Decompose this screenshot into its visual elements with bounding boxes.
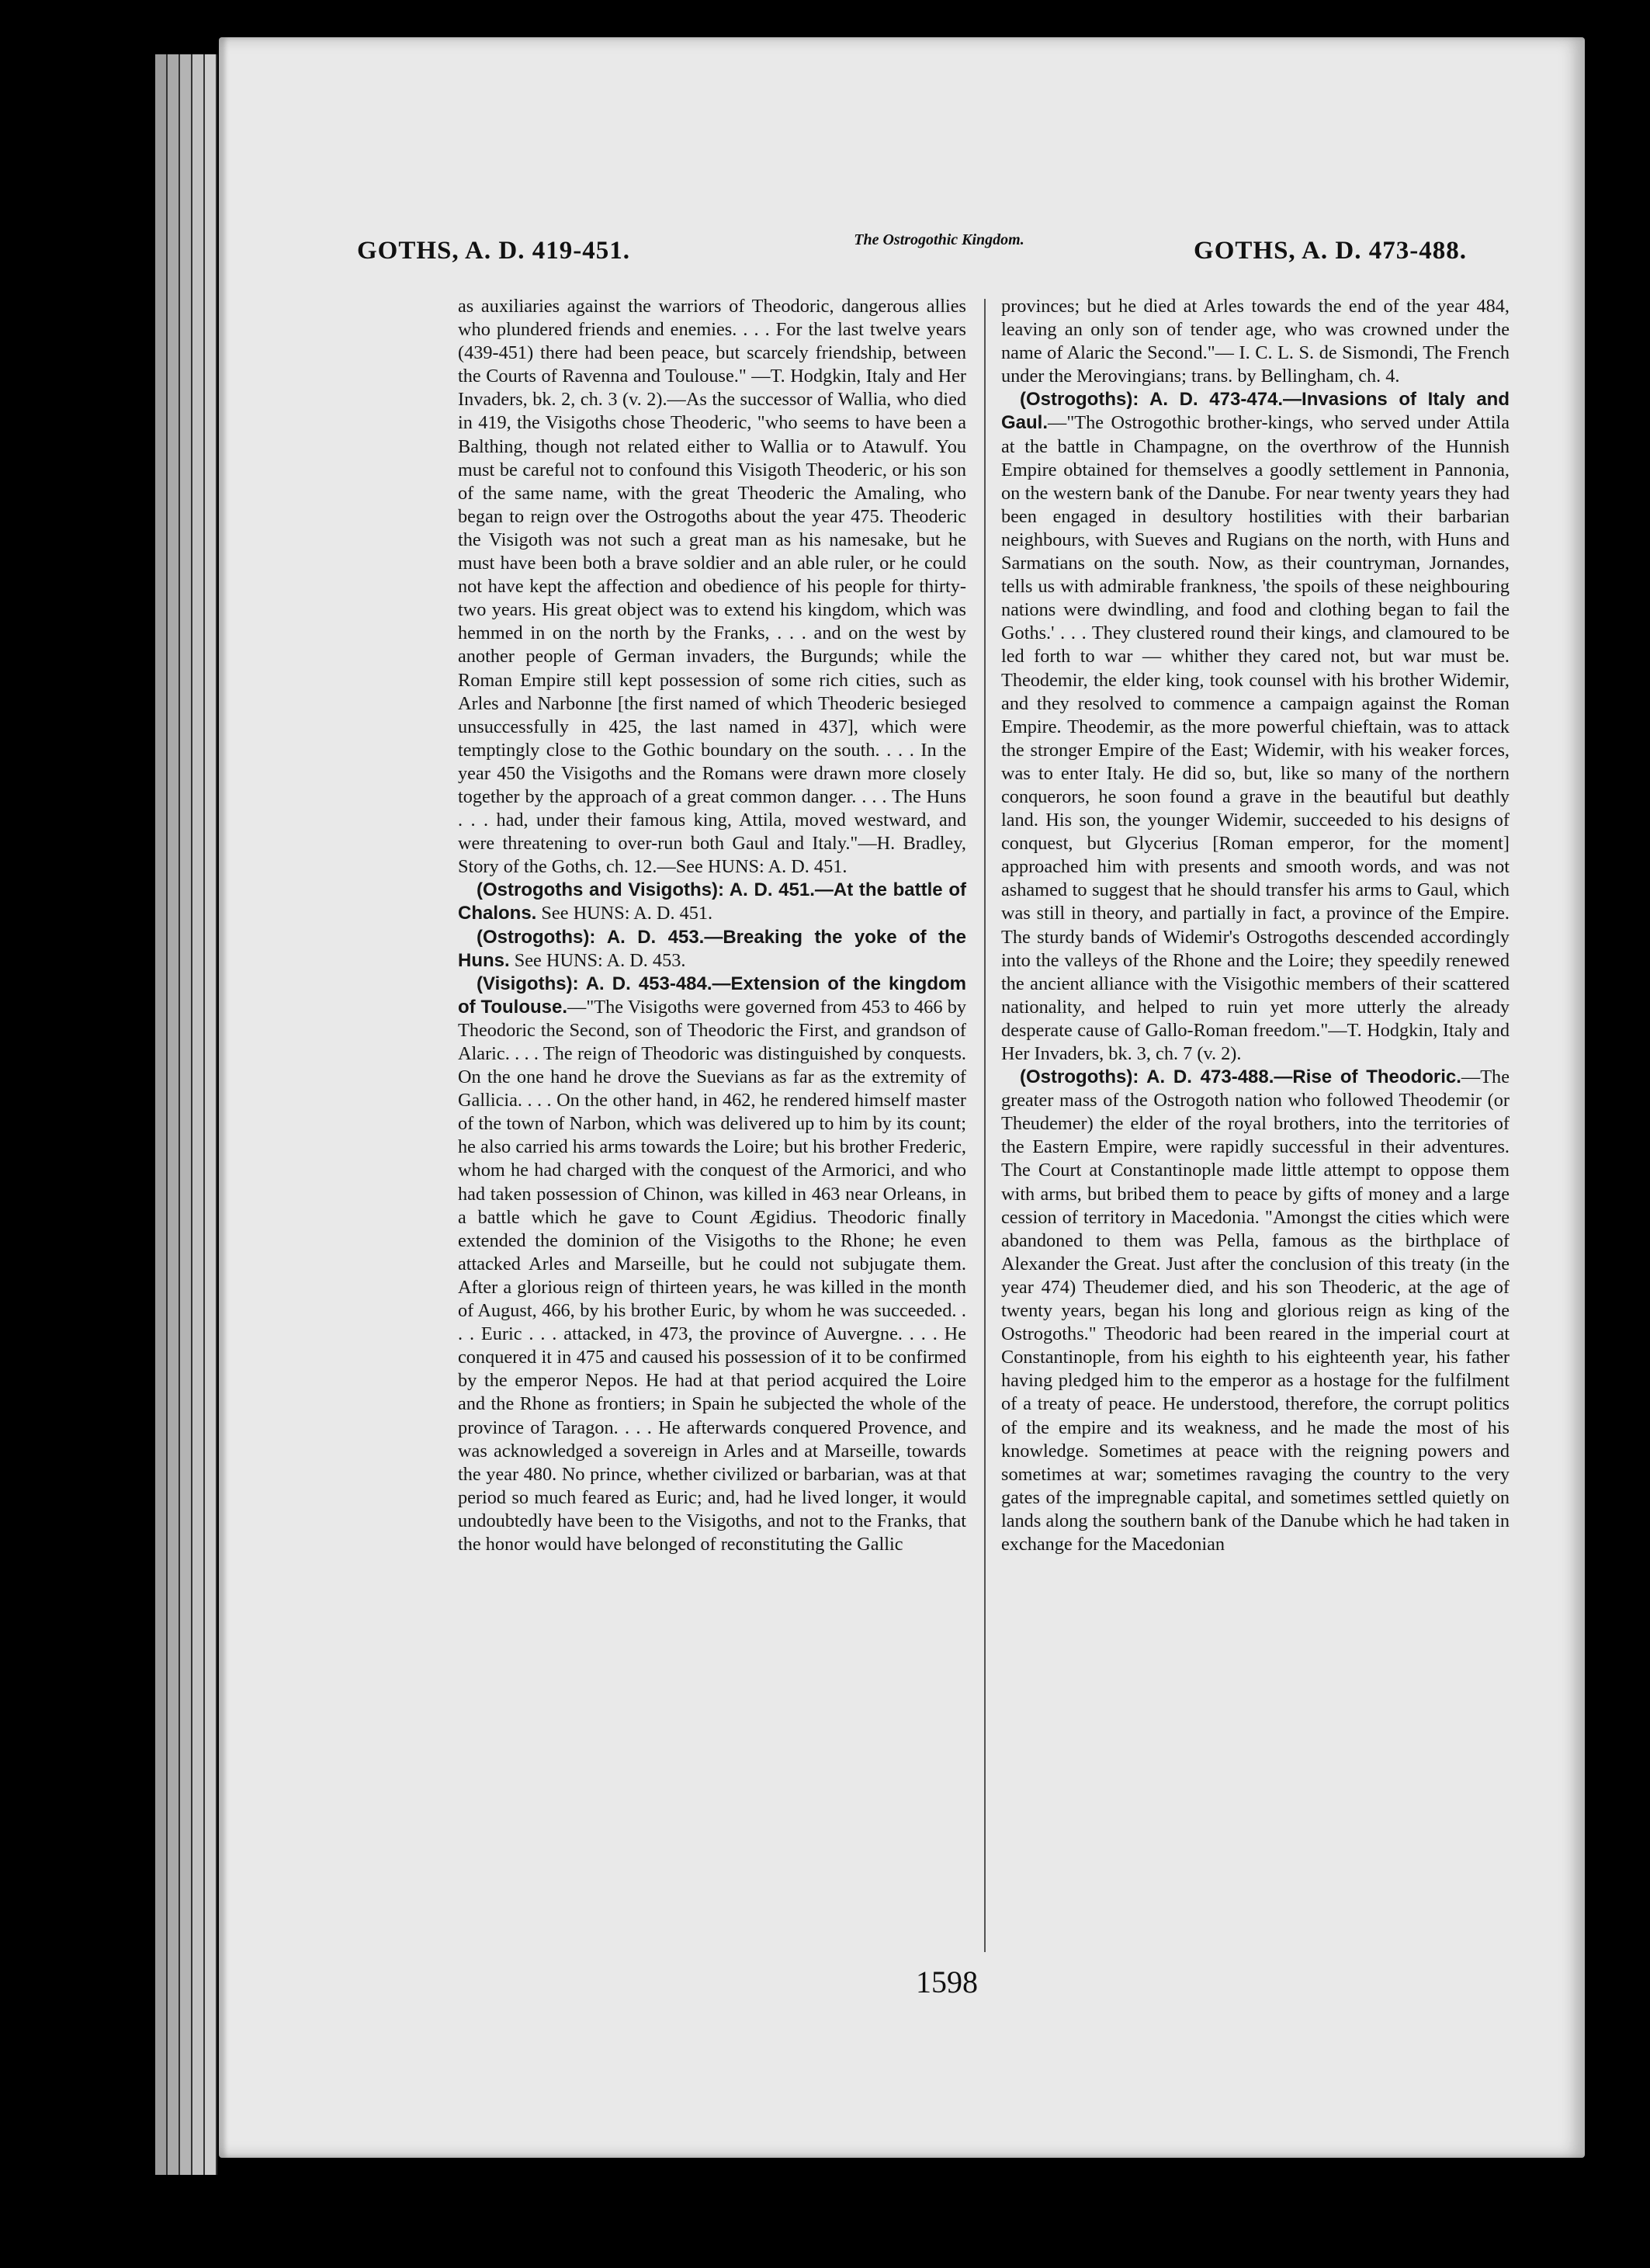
entry-ostrogoths-visigoths-451 — [458, 879, 966, 925]
entry-body: —"The Visigoths were governed from 453 to 466 by Theodoric the Second, son of Theodoric the First, and grandson of Alaric. . . . The reign of Theodoric was distinguished by conquests. On the one hand he drove the Suevians as far as the extremity of Gallicia. . . . On the other hand, in 462, he rendered himself master of the town of Narbon, which was delivered up to him by its count; he also carried his arms towards the Loire; but his brother Frederic, whom he had charged with the conquest of the Armorici, and who had taken possession of Chinon, was killed in 463 near Orleans, in a battle which he gave to Count Ægidius. Theodoric finally extended the dominion of the Visigoths to the Rhone; he even attacked Arles and Marseille, but he could not subjugate them. After a glorious reign of thirteen years, he was killed in the month of August, 466, by his brother Euric, by whom he was succeeded. . . . Euric . . . attacked, in 473, the province of Auvergne. . . . He conquered it in 475 and caused his possession of it to be confirmed by the emperor Nepos. He had at that period acquired the Loire and the Rhone as frontiers; in Spain he subjected the whole of the province of Taragon. . . . He afterwards conquered Provence, and was acknowledged a sovereign in Arles and at Marseille, towards the year 480. No prince, whether civilized or barbarian, was at that period so much feared as Euric; and, had he lived longer, it would undoubtedly have been to the Visigoths, and not to the Franks, that the honor would have belonged of reconstituting the Gallic — [458, 996, 967, 1555]
entry-heading: (Ostrogoths and Visigoths): A. D. 451.—At the battle of Chalons. — [458, 879, 966, 924]
left-column — [458, 295, 966, 1556]
page-edge — [168, 54, 180, 2175]
entry-ostrogoths-473-488 — [1001, 1066, 1510, 1556]
page-edge — [205, 54, 217, 2175]
header-left: GOTHS, A. D. 419-451. — [357, 237, 630, 265]
entry-heading: (Ostrogoths): A. D. 473-488.—Rise of Theodoric. — [1020, 1066, 1461, 1088]
entry-heading: (Ostrogoths): A. D. 453.—Breaking the yoke of the Huns. — [458, 926, 966, 971]
header-right: GOTHS, A. D. 473-488. — [1194, 237, 1467, 265]
entry-heading: (Ostrogoths): A. D. 473-474.—Invasions of Italy and Gaul. — [1001, 389, 1510, 434]
entry-body: See HUNS: A. D. 451. — [536, 903, 713, 924]
entry-body: —"The Ostrogothic brother-kings, who served under Attila at the battle in Champagne, on the overthrow of the Hunnish Empire obtained for themselves a goodly settlement in Pannonia, on the western bank of the Danube. For near twenty years they had been engaged in desultory hostilities with their barbarian neighbours, with Sueves and Rugians on the north, with Huns and Sarmatians on the south. Now, as their countryman, Jornandes, tells us with admirable frankness, 'the spoils of these neighbouring nations were dwindling, and food and clothing began to fail the Goths.' . . . They clustered round their kings, and clamoured to be led forth to war — whither they cared not, but war must be. Theodemir, the elder king, took counsel with his brother Widemir, and they resolved to commence a campaign against the Roman Empire. Theodemir, as the more powerful chieftain, was to attack the stronger Empire of the East; Widemir, with his weaker forces, was to enter Italy. He did so, but, like so many of the northern conquerors, he soon found a grave in the beautiful but deathly land. His son, the younger Widemir, succeeded to his designs of conquest, but Glycerius [Roman emperor, for the moment] approached him with presents and smooth words, and was not ashamed to suggest that he should transfer his arms to Gaul, which was still in theory, and partially in fact, a province of the Empire. The sturdy bands of Widemir's Ostrogoths descended accordingly into the valleys of the Rhone and the Loire; they speedily renewed the ancient alliance with the Visigothic members of their scattered nationality, and helped to ruin yet more utterly the already desperate cause of Gallo-Roman freedom."—T. Hodgkin, Italy and Her Invaders, bk. 3, ch. 7 (v. 2). — [1001, 412, 1510, 1064]
page-edge — [155, 54, 168, 2175]
entry-ostrogoths-473-474 — [1001, 388, 1510, 1066]
page-edge — [192, 54, 205, 2175]
entry-ostrogoths-453 — [458, 926, 966, 973]
entry-heading: (Visigoths): A. D. 453-484.—Extension of the kingdom of Toulouse. — [458, 973, 966, 1018]
paragraph: provinces; but he died at Arles towards the end of the year 484, leaving an only son of tender age, who was crowned under the name of Alaric the Second."— I. C. L. S. de Sismondi, The French under the Merovingians; trans. by Bellingham, ch. 4. — [1001, 296, 1510, 387]
entry-body: —The greater mass of the Ostrogoth nation who followed Theodemir (or Theudemer) the elder of the royal brothers, into the territories of the Eastern Empire, were rapidly successful in their adventures. The Court at Constantinople made little attempt to oppose them with arms, but bribed them to peace by gifts of money and a large cession of territory in Macedonia. "Amongst the cities which were abandoned to them was Pella, famous as the birthplace of Alexander the Great. Just after the conclusion of this treaty (in the year 474) Theudemer died, and his son Theoderic, at the age of twenty years, began his long and glorious reign as king of the Ostrogoths." Theodoric had been reared in the imperial court at Constantinople, from his eighth to his eighteenth year, his father having pledged him to the emperor as a hostage for the fulfilment of a treaty of peace. He understood, therefore, the corrupt politics of the empire and its weakness, and he made the most of his knowledge. Sometimes at peace with the reigning powers and sometimes at war; sometimes ravaging the country to the very gates of the impregnable capital, and sometimes settled quietly on lands along the southern bank of the Danube which he had taken in exchange for the Macedonian — [1001, 1066, 1510, 1555]
entry-visigoths-453-484 — [458, 973, 966, 1556]
paragraph: as auxiliaries against the warriors of Theodoric, dangerous allies who plundered friends and enemies. . . . For the last twelve years (439-451) there had been peace, but scarcely friendship, between the Courts of Ravenna and Toulouse." —T. Hodgkin, Italy and Her Invaders, bk. 2, ch. 3 (v. 2).—As the successor of Wallia, who died in 419, the Visigoths chose Theoderic, "who seems to have been a Balthing, though not related either to Wallia or to Atawulf. You must be careful not to confound this Visigoth Theoderic, or his son of the same name, with the great Theoderic the Amaling, who began to reign over the Ostrogoths about the year 475. Theoderic the Visigoth was not such a great man as his namesake, but he must have been both a brave soldier and an able ruler, or he could not have kept the affection and obedience of his people for thirty-two years. His great object was to extend his kingdom, which was hemmed in on the north by the Franks, . . . and on the west by another people of German invaders, the Burgunds; while the Roman Empire still kept possession of some rich cities, such as Arles and Narbonne [the first named of which Theoderic besieged unsuccessfully in 425, the last named in 437], which were temptingly close to the Gothic boundary on the south. . . . In the year 450 the Visigoths and the Romans were drawn more closely together by the approach of a great common danger. . . . The Huns . . . had, under their famous king, Attila, moved westward, and were threatening to over-run both Gaul and Italy."—H. Bradley, Story of the Goths, ch. 12.—See HUNS: A. D. 451. — [458, 296, 966, 878]
header-center: The Ostrogothic Kingdom. — [854, 231, 1024, 248]
page-edge — [180, 54, 192, 2175]
running-header — [357, 231, 1467, 291]
column-divider — [984, 299, 986, 1952]
entry-body: See HUNS: A. D. 453. — [509, 949, 686, 971]
right-column — [1001, 295, 1510, 1556]
page-number: 1598 — [916, 1965, 978, 1999]
